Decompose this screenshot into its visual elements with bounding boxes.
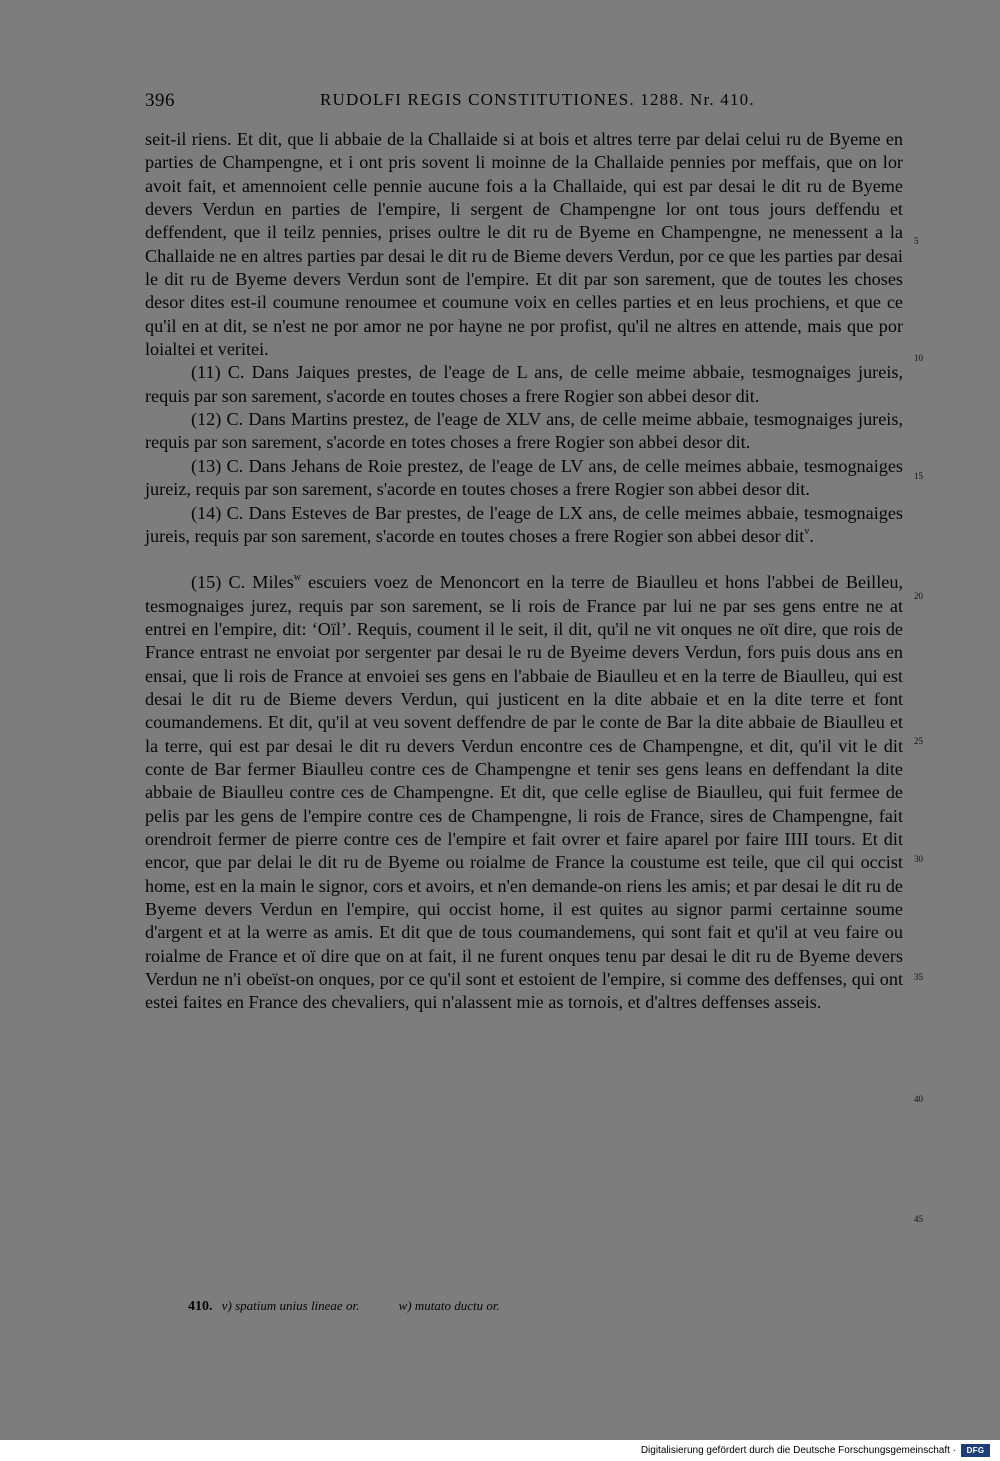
line-number: 5 bbox=[914, 236, 919, 246]
digitization-note: Digitalisierung gefördert durch die Deutsche Forschungsgemeinschaft · bbox=[640, 1445, 956, 1456]
paragraph-witness-12: (12) C. Dans Martins prestez, de l'eage de XLV ans, de celle meime abbaie, tesmognaiges jureis, requis par son sarement, s'acorde en totes choses a frere Rogier son abbei desor dit. bbox=[145, 409, 903, 453]
body-text bbox=[145, 128, 903, 1015]
line-number: 15 bbox=[914, 471, 923, 481]
footnote-w: w) mutato ductu or. bbox=[398, 1298, 500, 1313]
paragraph-witness-13: (13) C. Dans Jehans de Roie prestez, de l'eage de LV ans, de celle meimes abbaie, tesmognaiges jureiz, requis par son sarement, s'acorde en toutes choses a frere Rogier son abbei desor dit. bbox=[145, 455, 903, 500]
paragraph-witness-14: (14) C. Dans Esteves de Bar prestes, de l'eage de LX ans, de celle meimes abbaie, tesmognaiges jureis, requis par son sarement, s'acorde en toutes choses a frere Rogier son abbei desor dit$^v$. bbox=[145, 502, 903, 546]
paragraph-witness-14-text: (14) C. Dans Esteves de Bar prestes, de l'eage de LX ans, de celle meimes abbaie, tesmognaiges jureis, requis par son sarement, s'acorde en toutes choses a frere Rogier son abbei desor dit bbox=[145, 502, 903, 546]
line-number: 35 bbox=[914, 972, 923, 982]
dfg-logo-icon: DFG bbox=[961, 1444, 990, 1457]
paragraph-witness-15-text: escuiers voez de Menoncort en la terre de Biaulleu et hons l'abbei de Beilleu, tesmognaiges jurez, requis par son sarement, se li rois de France par lui ne par ses gens entre ne at entrei en l'empire, dit: ‘Oïl’. Requis, coument il le seit, il dit, qu'il ne vit onques ne oït dire, que rois de France entrast ne envoiat por sergenter par desai le ru de Byeime devers Verdun, fors puis dous ans en ensai, que li rois de France at envoiei ses gens en l'abbaie de Biaulleu et en la terre de Biaulleu, qui est desai le dit ru de Bieme devers Verdun, qui justicent en la dite abbaie et en la dite terre et font coumandemens. Et dit, qu'il at veu sovent deffendre de par le conte de Bar la dite abbaie de Biaulleu et la terre, qui est par desai le dit ru devers Verdun encontre ces de Champengne, et dit, qu'il vit le dit conte de Bar fermer Biaulleu contre ces de Champengne et tenir ses gens leans en deffendant la dite abbaie de Biaulleu contre ces de Champengne. Et dit, que celle eglise de Biaulleu, qui fuit fermee de pelis par les gens de l'empire contre ces de Champengne, li rois de France, sires de Champengne, fait orendroit fermer de pierre contre ces de l'empire et fait ovrer et faire aparel por faire IIII tours. Et dit encor, que par delai le dit ru de Byeme ou roialme de France la coustume est teile, que cil qui occist home, est en la main le signor, cors et avoirs, et n'en demande-on riens les amis; et par desai le dit ru de Byeme devers Verdun en l'empire, qui occist home, il est quites au signor parmi certainne soume d'argent et at la werre as amis. Et dit que de tous coumandemens, qui sont fait et qu'il at veu faire ou roialme de France et oï dire que on at fait, il ne furent onques tenu par desai le dit ru de Byeme devers Verdun ne n'i obeïst-on onques, por ce qu'il sont et estoient de l'empire, si comme des deffenses, qui ont estei faites en France des chevaliers, qui n'alassent mie as tornois, et d'altres deffenses asseis. bbox=[145, 572, 903, 1013]
line-number: 45 bbox=[914, 1214, 923, 1224]
line-number: 25 bbox=[914, 736, 923, 746]
footnote-number: 410. bbox=[188, 1299, 213, 1314]
line-number: 40 bbox=[914, 1094, 923, 1104]
line-number: 30 bbox=[914, 854, 923, 864]
line-number: 10 bbox=[914, 353, 923, 363]
footnote-mark-w: w bbox=[293, 572, 301, 584]
footnote-v: v) spatium unius lineae or. bbox=[221, 1298, 360, 1313]
paragraph-witness-15 bbox=[145, 571, 903, 1015]
footnotes bbox=[188, 1298, 500, 1315]
line-number: 20 bbox=[914, 591, 923, 601]
running-title: RUDOLFI REGIS CONSTITUTIONES. 1288. Nr. 410. bbox=[320, 90, 755, 109]
paragraph-witness-11: (11) C. Dans Jaiques prestes, de l'eage de L ans, de celle meime abbaie, tesmognaiges jureis, requis par son sarement, s'acorde en toutes choses a frere Rogier son abbei desor dit. bbox=[145, 362, 903, 406]
paragraph-witness-15-intro: (15) C. Miles bbox=[191, 572, 294, 593]
paragraph-continuation: seit-il riens. Et dit, que li abbaie de la Challaide si at bois et altres terre par delai celui ru de Byeme en parties de Champengne, et i ont pris sovent li moinne de la Challaide pennies por meffais, que on lor avoit fait, et amennoient celle pennie aucune fois a la Challaide, qui est par desai le dit ru de Byeme devers Verdun en parties de l'empire, li sergent de Champengne lor ont tous jours deffendu et deffendent, que il teilz pennies, prises oultre le dit ru de Byeme en Champengne, ne menessent a la Challaide ne en altres parties par desai le dit ru de Bieme devers Verdun, por ce que les parties par desai le dit ru de Byeme devers Verdun sont de l'empire. Et dit par son sarement, que de toutes les choses desor dites est-il coumune renoumee et coumune voix en celles parties et en leus prochiens, et que ce qu'il en at dit, se n'est ne por amor ne por hayne ne por profist, qu'il ne altres en attende, mais que por loialtei et veritei. bbox=[145, 129, 903, 360]
footnote-mark-v: v bbox=[804, 525, 810, 537]
page-header bbox=[145, 90, 905, 114]
section-gap bbox=[145, 548, 903, 571]
digitization-bar bbox=[0, 1440, 1000, 1461]
page-number: 396 bbox=[145, 90, 175, 111]
